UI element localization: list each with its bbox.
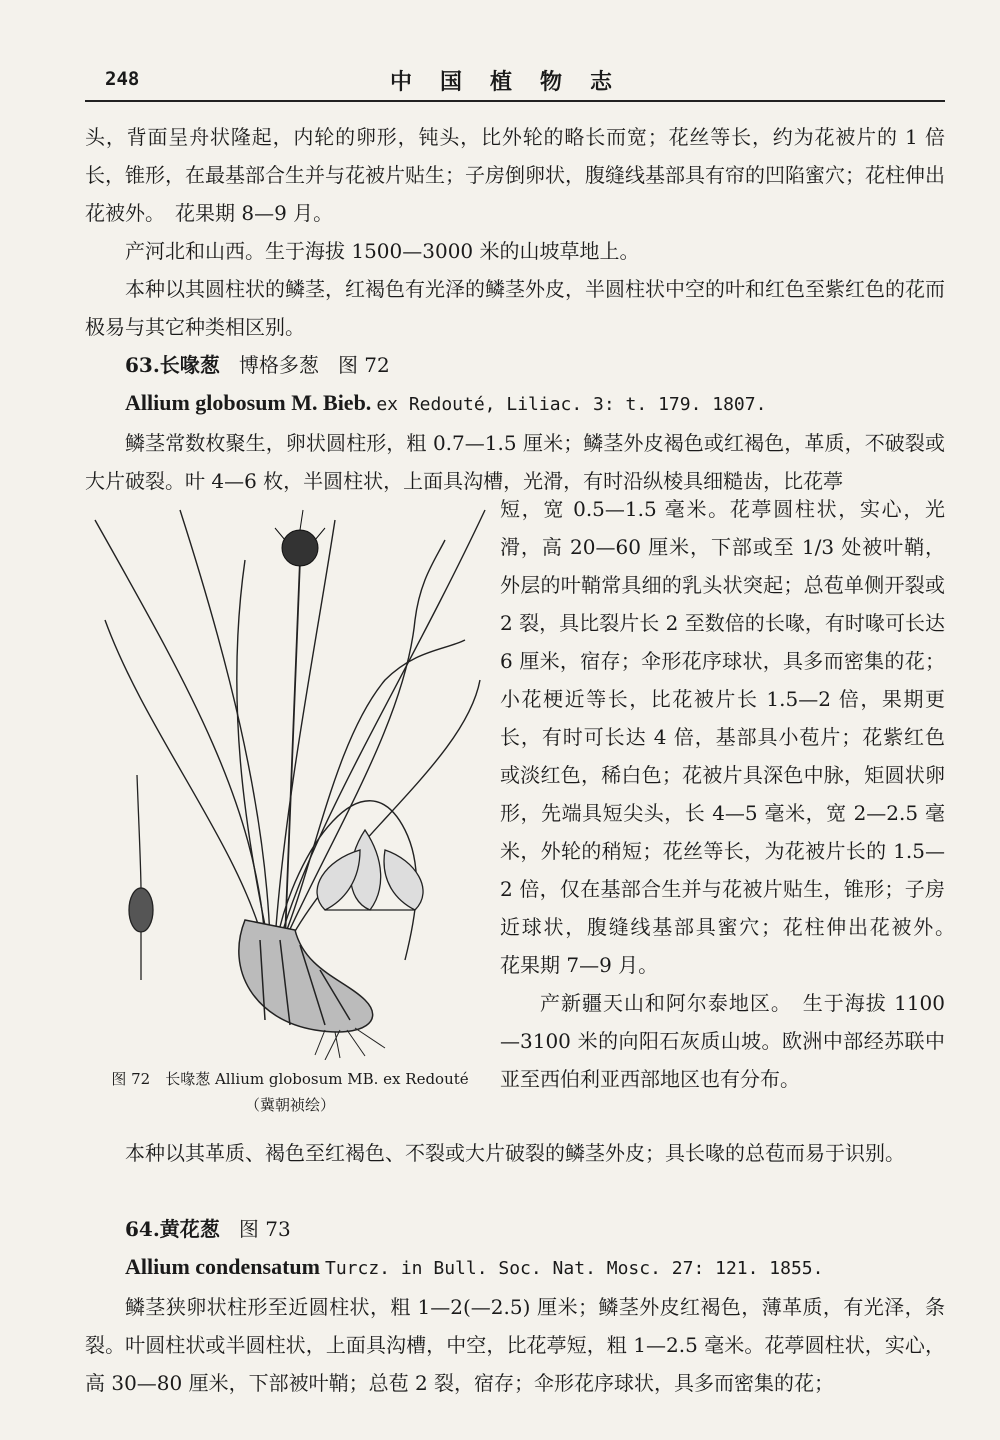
citation: Turcz. in Bull. Soc. Nat. Mosc. 27: 121. 1855. [324, 1258, 824, 1279]
latin-name: Allium condensatum [125, 1254, 320, 1279]
intro-paragraph-1: 头，背面呈舟状隆起，内轮的卵形，钝头，比外轮的略长而宽；花丝等长，约为花被片的 1 倍长，锥形，在最基部合生并与花被片贴生；子房倒卵状，腹缝线基部具有帘的凹陷蜜穴；花柱伸出花被外。 花果期 8—9 月。 [85, 125, 945, 225]
figure-ref: 图 72 [337, 353, 390, 377]
species-heading [85, 1210, 945, 1248]
intro-paragraph-2: 产河北和山西。生于海拔 1500—3000 米的山坡草地上。 [125, 239, 640, 263]
figure-ref: 图 73 [238, 1217, 291, 1241]
scientific-name-line [85, 1248, 945, 1288]
species-note: 本种以其革质、褐色至红褐色、不裂或大片破裂的鳞茎外皮；具长喙的总苞而易于识别。 [125, 1141, 905, 1165]
species-63-section [85, 346, 945, 500]
species-distribution: 产新疆天山和阿尔泰地区。 生于海拔 1100—3100 米的向阳石灰质山坡。欧洲中部经苏联中亚至西伯利亚西部地区也有分布。 [500, 991, 945, 1091]
figure-72-illustration [85, 500, 495, 1060]
intro-section [85, 118, 945, 346]
species-number: 64. [125, 1217, 160, 1241]
species-63-note-section [85, 1134, 945, 1172]
citation: ex Redouté, Liliac. 3: t. 179. 1807. [376, 394, 767, 415]
scientific-name-line [85, 384, 945, 424]
species-description-continued: 短，宽 0.5—1.5 毫米。花葶圆柱状，实心，光滑，高 20—60 厘米，下部或至 1/3 处被叶鞘，外层的叶鞘常具细的乳头状突起；总苞单侧开裂或 2 裂，具比裂片长 2 至数倍的长喙，有时喙可长达 6 厘米，宿存；伞形花序球状，具多而密集的花；小花梗近等长，比花被片长 1.5—2 倍，果期更长，有时可长达 4 倍，基部具小苞片；花紫红色或淡红色，稀白色；花被片具深色中脉，矩圆状卵形，先端具短尖头，长 4—5 毫米，宽 2—2.5 毫米，外轮的稍短；花丝等长，为花被片长的 1.5—2 倍，仅在基部合生并与花被片贴生，锥形；子房近球状，腹缝线基部具蜜穴；花柱伸出花被外。 花果期 7—9 月。 [500, 497, 965, 977]
species-description: 鳞茎常数枚聚生，卵状圆柱形，粗 0.7—1.5 厘米；鳞茎外皮褐色或红褐色，革质，不破裂或大片破裂。叶 4—6 枚，半圆柱状，上面具沟槽，光滑，有时沿纵棱具细糙齿，比花葶 [85, 431, 945, 493]
species-name-cn: 长喙葱 [159, 353, 220, 377]
capsule-detail [129, 775, 153, 980]
species-heading [85, 346, 945, 384]
page-number: 248 [105, 68, 140, 90]
allium-globosum-drawing [85, 500, 495, 1060]
right-column-text [500, 490, 965, 1098]
figure-caption [85, 1066, 495, 1118]
intro-paragraph-3: 本种以其圆柱状的鳞茎，红褐色有光泽的鳞茎外皮，半圆柱状中空的叶和红色至紫红色的花而极易与其它种类相区别。 [85, 277, 945, 339]
species-alt-name: 博格多葱 [238, 353, 319, 377]
species-name-cn: 黄花葱 [159, 1217, 220, 1241]
species-description: 鳞茎狭卵状柱形至近圆柱状，粗 1—2(—2.5) 厘米；鳞茎外皮红褐色，薄革质，有光泽，条裂。叶圆柱状或半圆柱状，上面具沟槽，中空，比花葶短，粗 1—2.5 毫米。花葶圆柱状，实心，高 30—80 厘米，下部被叶鞘；总苞 2 裂，宿存；伞形花序球状，具多而密集的花； [85, 1295, 945, 1395]
page-header [85, 60, 945, 102]
species-number: 63. [125, 353, 160, 377]
flower-head [275, 510, 325, 566]
caption-illustrator: （冀朝祯绘） [244, 1096, 335, 1114]
latin-name: Allium globosum M. Bieb. [125, 390, 372, 415]
bulb [239, 920, 373, 1032]
species-64-section [85, 1210, 945, 1402]
roots [315, 1028, 385, 1060]
running-title: 中国植物志 [389, 69, 640, 95]
caption-text: 图 72 长喙葱 Allium globosum MB. ex Redouté [111, 1070, 469, 1088]
